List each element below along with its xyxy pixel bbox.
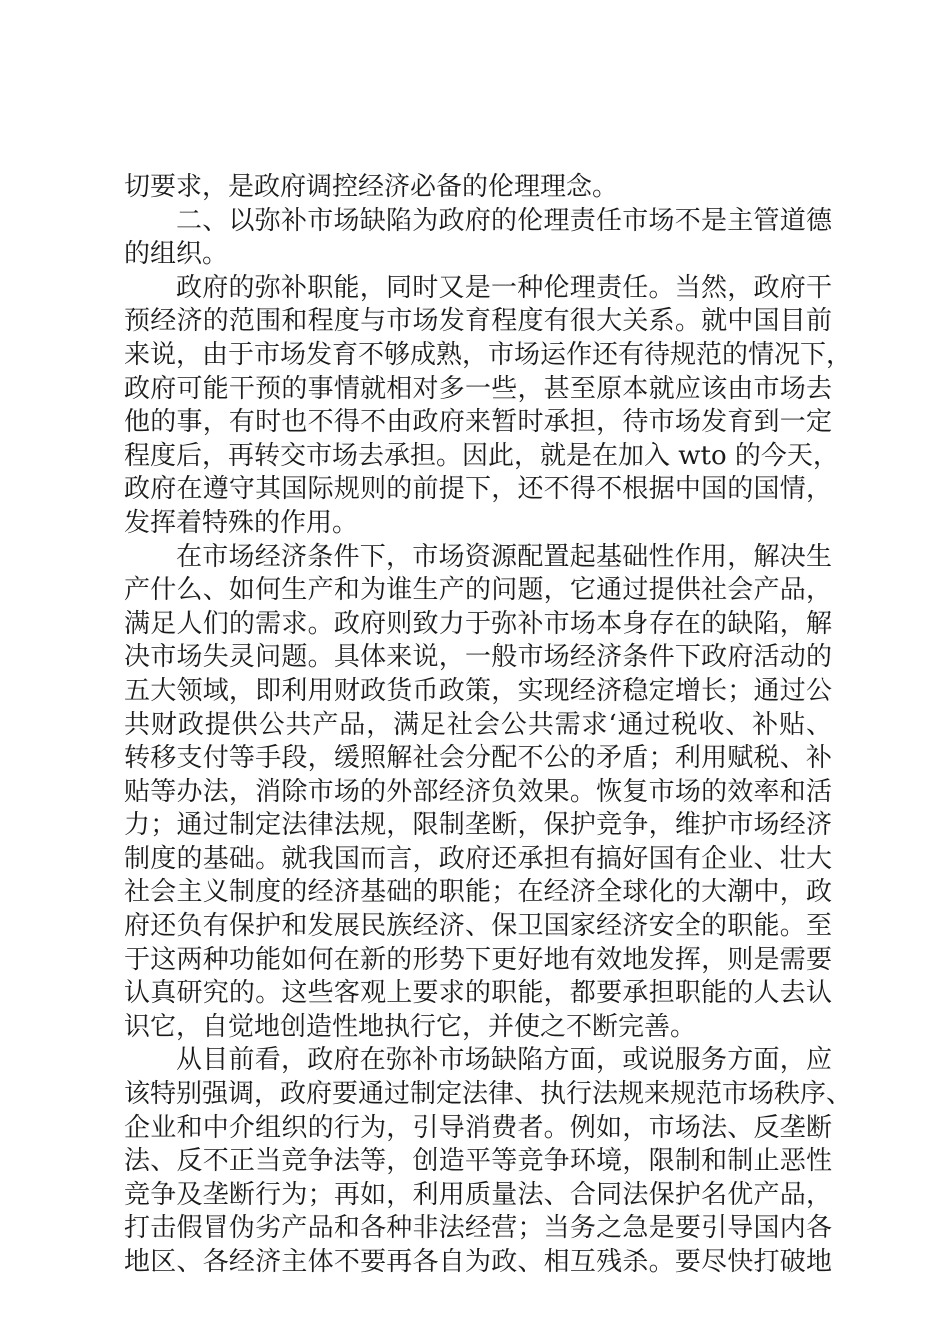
- text-line: 认真研究的。这些客观上要求的职能，都要承担职能的人去认: [124, 978, 832, 1009]
- text-line: 打击假冒伪劣产品和各种非法经营；当务之急是要引导国内各: [124, 1213, 832, 1244]
- text-line: 政府的弥补职能，同时又是一种伦理责任。当然，政府干: [176, 272, 832, 303]
- text-line: 竞争及垄断行为；再如，利用质量法、合同法保护名优产品，: [124, 1179, 832, 1210]
- text-line: 在市场经济条件下，市场资源配置起基础性作用，解决生: [176, 541, 832, 572]
- text-line: 共财政提供公共产品，满足社会公共需求‘通过税收、补贴、: [124, 709, 832, 740]
- text-line: 识它，自觉地创造性地执行它，并使之不断完善。: [124, 1011, 697, 1042]
- text-line: 政府在遵守其国际规则的前提下，还不得不根据中国的国情，: [124, 474, 832, 505]
- section-heading-line: 的组织。: [124, 239, 229, 270]
- text-line: 于这两种功能如何在新的形势下更好地有效地发挥，则是需要: [124, 944, 832, 975]
- text-line: 转移支付等手段，缓照解社会分配不公的矛盾；利用赋税、补: [124, 743, 832, 774]
- text-line: 政府可能干预的事情就相对多一些，甚至原本就应该由市场去: [124, 373, 832, 404]
- text-line: 从目前看，政府在弥补市场缺陷方面，或说服务方面，应: [176, 1045, 832, 1076]
- text-line: 力；通过制定法律法规，限制垄断，保护竞争，维护市场经济: [124, 810, 832, 841]
- text-line: 来说，由于市场发育不够成熟，市场运作还有待规范的情况下，: [124, 339, 853, 370]
- text-line: 程度后，再转交市场去承担。因此，就是在加入 wto 的今天，: [124, 440, 839, 471]
- text-line: 府还负有保护和发展民族经济、保卫国家经济安全的职能。至: [124, 911, 832, 942]
- text-line: 满足人们的需求。政府则致力于弥补市场本身存在的缺陷，解: [124, 608, 832, 639]
- text-line: 产什么、如何生产和为谁生产的问题，它通过提供社会产品，: [124, 575, 832, 606]
- text-line: 决市场失灵问题。具体来说，一般市场经济条件下政府活动的: [124, 642, 832, 673]
- section-heading-line: 二、以弥补市场缺陷为政府的伦理责任市场不是主管道德: [176, 205, 832, 236]
- text-line: 社会主义制度的经济基础的职能；在经济全球化的大潮中，政: [124, 877, 832, 908]
- text-line: 预经济的范围和程度与市场发育程度有很大关系。就中国目前: [124, 306, 832, 337]
- text-line: 发挥着特殊的作用。: [124, 507, 359, 538]
- text-line: 他的事，有时也不得不由政府来暂时承担，待市场发育到一定: [124, 407, 832, 438]
- text-line: 企业和中介组织的行为，引导消费者。例如，市场法、反垄断: [124, 1112, 832, 1143]
- text-line: 切要求，是政府调控经济必备的伦理理念。: [124, 172, 619, 202]
- body-text: [124, 171, 853, 1280]
- text-line: 法、反不正当竞争法等，创造平等竞争环境，限制和制止恶性: [124, 1146, 832, 1177]
- text-line: 该特别强调，政府要通过制定法律、执行法规来规范市场秩序、: [124, 1079, 853, 1110]
- text-line: 贴等办法，消除市场的外部经济负效果。恢复市场的效率和活: [124, 776, 832, 807]
- text-line: 地区、各经济主体不要再各自为政、相互残杀。要尽快打破地: [124, 1247, 832, 1277]
- text-line: 制度的基础。就我国而言，政府还承担有搞好国有企业、壮大: [124, 843, 832, 874]
- text-line: 五大领域，即利用财政货币政策，实现经济稳定增长；通过公: [124, 675, 832, 706]
